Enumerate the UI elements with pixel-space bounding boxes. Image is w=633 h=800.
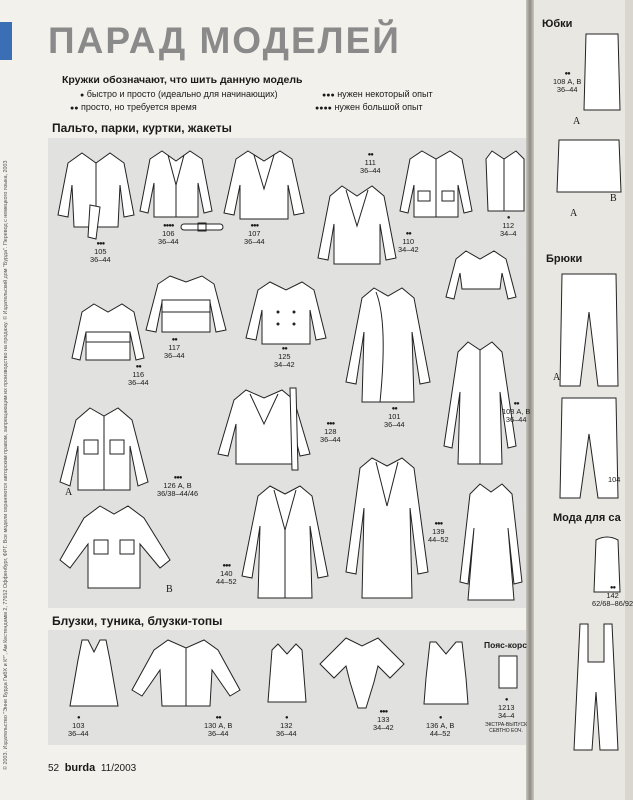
model-caption-1213: ● 1213 34–4 [498,697,515,720]
top-132-sketch [266,640,308,708]
parka-126a-sketch [56,402,152,500]
jacket-110-sketch [394,145,478,225]
belt-note: ЭКСТРА-ВЫПУСК СЕВТНО ЕОЧ. [484,722,527,734]
model-caption-110: ●● 110 34–42 [398,231,419,254]
legend-dots: ● [80,92,85,99]
legend-text: быстро и просто (идеально для начинающих) [86,89,278,99]
scarf-sketch [286,386,300,472]
model-caption-125: ●● 125 34–42 [274,346,295,369]
model-caption-107: ●●● 107 36–44 [244,223,265,246]
blouse-133-sketch [316,634,408,710]
coat-101-sketch [340,282,436,408]
page-number: 52 [48,763,60,774]
variant-letter-b: B [166,584,173,595]
section-title-skirts: Юбки [542,18,573,30]
overalls-sketch [568,622,623,752]
model-caption-126: ●●● 126 А, В 36/38–44/46 [157,475,199,498]
jacket-125-sketch [240,276,332,348]
model-caption-130: ●● 130 А, В 36–44 [204,715,233,738]
jacket-111-sketch [314,180,400,270]
jacket-112-sketch [482,145,526,217]
legend-text: нужен некоторый опыт [337,89,433,99]
belt-sketch [180,222,224,232]
skirt-108b-sketch [555,138,623,194]
model-caption-111: ●● 111 36–44 [360,152,381,175]
skirt-letter-a2: A [570,208,578,219]
coat-dress-sketch [458,478,524,604]
jacket-116-sketch [66,298,150,366]
tunic-103-sketch [66,636,122,712]
copyright-text: © 2003. Издательство "Энне Бурда ГмбХ и К°", Ам Кестендамм 2, 77652 Оффенбург, ФРГ. Все модели охраняются авторским правом, запрещающим их производство на продажу. © Издательский дом "Бурда". Перевод с немецкого языка, 2003 [3,160,9,770]
legend-item [322,89,433,99]
legend-item [70,102,197,112]
jacket-107-sketch [220,145,310,225]
model-caption-108: ●● 108 А, В 36–44 [502,401,531,424]
legend-text: просто, но требуется время [80,102,197,112]
legend-dots: ●●● [322,92,335,99]
jacket-106-sketch [136,145,216,223]
legend-dots: ●● [70,105,79,112]
jacket-105-sketch [52,145,140,240]
model-caption-105: ●●● 105 36–44 [90,241,111,264]
legend-item [80,89,278,99]
model-caption-133: ●●● 133 34–42 [373,709,394,732]
parka-126b-sketch [56,500,176,596]
jacket-117-sketch [140,270,232,340]
trousers-letter-a: A [553,372,561,383]
model-caption-142: ●● 142 62/68–86/92 [592,585,633,608]
model-caption-128: ●●● 128 36–44 [320,421,341,444]
model-caption-132: ● 132 36–44 [276,715,297,738]
model-caption-101: ●● 101 36–44 [384,406,405,429]
skirt-letter-b: B [610,193,617,204]
section-title-mode: Мода для са [553,512,621,524]
belt-corset-title: Пояс-корс [484,640,527,650]
blouse-130-sketch [128,636,244,710]
bolero-sketch [442,245,520,305]
jacket-128-sketch [212,384,316,472]
variant-letter-a: A [65,487,73,498]
trousers-sketch-2 [558,396,620,500]
page-footer [48,762,136,774]
skirt-108a-sketch [582,32,622,112]
model-caption-136: ● 136 А, В 44–52 [426,715,455,738]
model-caption-106: ●●●● 106 36–44 [158,223,179,246]
section-title-trousers: Брюки [546,253,583,265]
legend-item [315,102,423,112]
section-title-coats: Пальто, парки, куртки, жакеты [52,121,232,135]
skirt-letter-a: A [573,116,581,127]
model-caption-140: ●●● 140 44–52 [216,563,237,586]
coat-139-sketch [342,452,432,602]
legend-text: нужен большой опыт [334,102,423,112]
model-caption-139: ●●● 139 44–52 [428,521,449,544]
model-caption-117: ●● 117 36–44 [164,337,185,360]
legend-dots: ●●●● [315,105,332,112]
model-caption-116: ●● 116 36–44 [128,364,149,387]
top-136-sketch [420,638,472,708]
coat-140-sketch [238,480,332,602]
brand-logo: burda [64,762,96,774]
section-title-blouses: Блузки, туника, блузки-топы [52,614,223,628]
issue-number: 11/2003 [100,763,137,774]
legend-title: Кружки обозначают, что шить данную модель [62,74,303,86]
model-caption-104: 104 [608,475,621,484]
model-caption-skirt-108: ●● 108 А, В 36–44 [553,71,582,94]
belt-corset-sketch [497,654,519,690]
page-title: ПАРАД МОДЕЛЕЙ [48,20,401,61]
trousers-sketch-1 [558,272,620,388]
model-caption-112: ● 112 34–4 [500,215,517,238]
model-caption-103: ● 103 36–44 [68,715,89,738]
blue-tab [0,22,12,60]
